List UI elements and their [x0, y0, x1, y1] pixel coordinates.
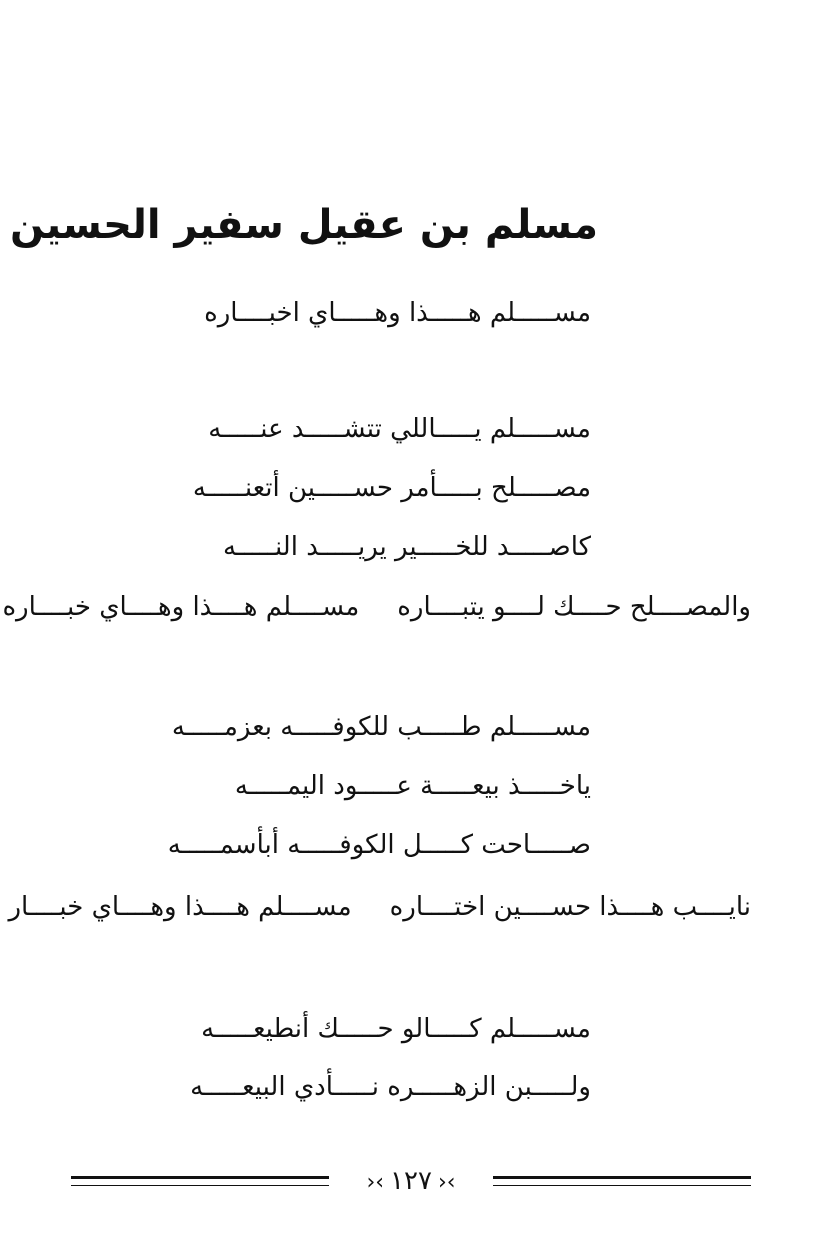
- verse-line-6: مســـــلم طـــــب للكوفـــــه بعزمـــــه: [172, 712, 592, 742]
- verse-line-4: كاصـــــد للخـــــير يريـــــد النـــــه: [223, 532, 592, 562]
- verse-line-5: [3, 590, 752, 624]
- verse-line-5-first-hemistich: والمصــــلح حــــك لــــو يتبــــاره: [398, 592, 752, 622]
- footer-rule-right: [494, 1176, 752, 1186]
- page-title: [0, 200, 599, 252]
- verse-line-2: مســـــلم يـــــاللي تتشـــــد عنـــــه: [209, 414, 592, 444]
- page-number-block: [342, 1164, 482, 1200]
- ornament-right-icon: ›‹: [438, 1170, 457, 1195]
- verse-line-8: صـــــاحت كـــــل الكوفـــــه أبأسمـــــه: [168, 830, 592, 860]
- verse-line-5-second-hemistich: مســــلم هــــذا وهــــاي خبــــاره: [3, 592, 361, 622]
- ornament-left-icon: ›‹: [367, 1170, 386, 1195]
- verse-line-1: مســـــلم هـــــذا وهـــــاي اخبــــاره: [205, 298, 592, 328]
- verse-line-11: ولـــــبن الزهـــــره نـــــأدي البيعـــــه: [191, 1072, 592, 1102]
- verse-line-9-second-hemistich: مســــلم هــــذا وهــــاي خبــــار: [9, 892, 353, 922]
- page-footer: [72, 1164, 752, 1200]
- page-number: ١٢٧: [391, 1166, 433, 1196]
- verse-line-7: ياخـــــذ بيعـــــة عـــــود اليمـــــه: [235, 771, 592, 801]
- verse-line-9: [9, 890, 752, 924]
- footer-rule-left: [72, 1176, 330, 1186]
- verse-line-3: مصـــــلح بـــــأمر حســـــين أتعنـــــه: [193, 473, 592, 503]
- verse-line-10: مســـــلم كـــــالو حـــــك أنطيعـــــه: [202, 1014, 592, 1044]
- verse-line-9-first-hemistich: نايــــب هــــذا حســــين اختــــاره: [390, 892, 752, 922]
- title-text: مسلم بن عقيل سفير الحسين: [11, 202, 599, 248]
